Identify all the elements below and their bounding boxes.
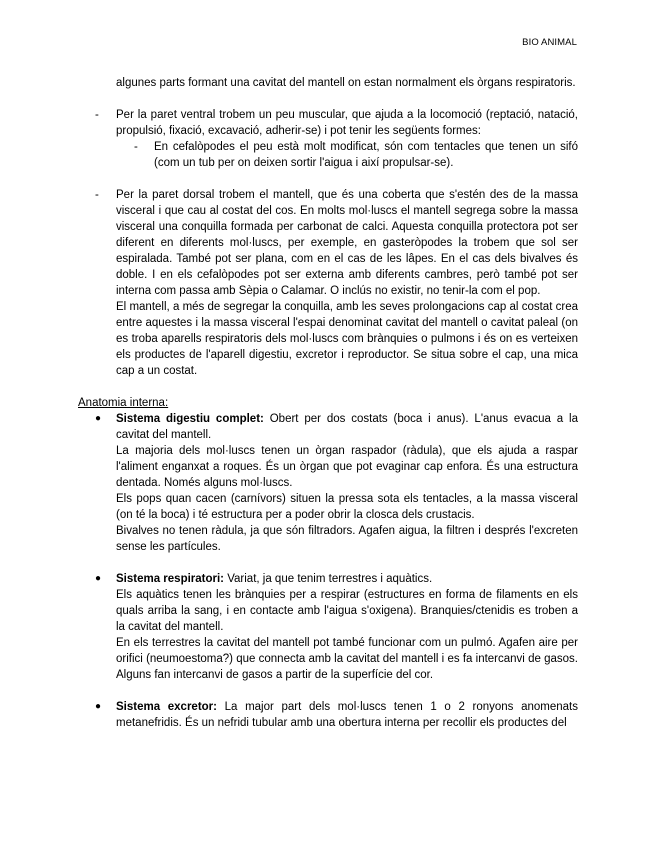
digestiu-para-2: La majoria dels mol·luscs tenen un òrgan raspador (ràdula), que els ajuda a raspar l'aliment enganxat a roques. És un òrgan que pot evaginar cap enfora. És una estructura dentada. Només alguns mol·luscs. bbox=[116, 445, 578, 489]
dorsal-para-1: Per la paret dorsal trobem el mantell, que és una coberta que s'estén des de la massa visceral i que cau al costat del cos. En molts mol·luscs el mantell segrega sobre la massa visceral una conquilla formada per carbonat de calci. Aquesta conquilla protectora pot ser diferent en diferents mol·luscs, per exemple, en gasteròpodes la trobem que sol ser espiralada. També pot ser plana, com en el cas de les lâpes. En el cas dels bivalves és doble. I en els cefalòpodes pot ser externa amb diferents cambres, però també pot ser interna com passa amb Sèpia o Calamar. O inclús no existir, no tenir-la com el pop. bbox=[116, 189, 578, 297]
dorsal-para-2: El mantell, a més de segregar la conquilla, amb les seves prolongacions cap al costat crea entre aquestes i la massa visceral l'espai denominat cavitat del mantell o cavitat paleal (on es troba aparells respiratoris dels mol·luscs com brànquies o pulmons i és on es verteixen els productes de l'aparell digestiu, excretor i reproductor. Se situa sobre el cap, una mica cap a un costat. bbox=[116, 301, 578, 377]
page-header: BIO ANIMAL bbox=[522, 37, 577, 48]
list-item-excretor bbox=[78, 699, 578, 731]
respiratori-para-2: Els aquàtics tenen les brànquies per a respirar (estructures en forma de filaments en els quals arriba la sang, i en contacte amb l'aigua s'oxigena). Branquies/ctenidis es troben a la cavitat del mantell. bbox=[116, 589, 578, 633]
dash-marker: - bbox=[95, 189, 99, 201]
cefalopodes-text: En cefalòpodes el peu està molt modificat, són com tentacles que tenen un sifó (com un tub per on deixen sortir l'aigua i així propulsar-se). bbox=[154, 141, 578, 169]
spacer bbox=[78, 555, 578, 571]
digestiu-para-3: Els pops quan cacen (carnívors) situen la pressa sota els tentacles, a la massa visceral (on té la boca) i té estructura per a poder obrir la closca dels crustacis. bbox=[116, 493, 578, 521]
dash-marker: - bbox=[134, 141, 138, 153]
dash-marker: - bbox=[95, 109, 99, 121]
excretor-lead bbox=[116, 699, 578, 731]
bullet-marker: ● bbox=[95, 701, 102, 712]
document-body bbox=[78, 75, 578, 731]
digestiu-lead-text: Obert per dos costats (boca i anus). L'anus evacua a la cavitat del mantell. bbox=[116, 413, 578, 441]
respiratori-lead bbox=[116, 571, 578, 587]
respiratori-para-3: En els terrestres la cavitat del mantell pot també funcionar com un pulmó. Agafen aire per orifici (neumoestoma?) que connecta amb la cavitat del mantell i es fa intercanvi de gasos. Alguns fan intercanvi de gasos a partir de la superfície del cor. bbox=[116, 637, 578, 681]
digestiu-lead bbox=[116, 411, 578, 443]
respiratori-title: Sistema respiratori: bbox=[116, 573, 225, 585]
digestiu-title: Sistema digestiu complet: bbox=[116, 413, 264, 425]
section-heading: Anatomia interna: bbox=[78, 397, 169, 409]
spacer bbox=[78, 379, 578, 395]
list-item-dorsal bbox=[78, 187, 578, 379]
digestiu-para-4: Bivalves no tenen ràdula, ja que són filtradors. Agafen aigua, la filtren i després l'excreten sense les partícules. bbox=[116, 525, 578, 553]
intro-continuation: algunes parts formant una cavitat del mantell on estan normalment els òrgans respiratoris. bbox=[116, 77, 576, 89]
respiratori-lead-text: Variat, ja que tenim terrestres i aquàtics. bbox=[224, 573, 433, 585]
sub-item-cefalopodes bbox=[78, 139, 578, 171]
excretor-lead-text: La major part dels mol·luscs tenen 1 o 2 ronyons anomenats metanefridis. És un nefridi tubular amb una obertura interna per recollir els productes del bbox=[116, 701, 578, 729]
spacer bbox=[78, 91, 578, 107]
list-item-digestiu bbox=[78, 411, 578, 555]
ventral-text: Per la paret ventral trobem un peu muscular, que ajuda a la locomoció (reptació, natació, propulsió, fixació, excavació, adherir-se) i pot tenir les següents formes: bbox=[116, 109, 578, 137]
bullet-marker: ● bbox=[95, 413, 102, 424]
spacer bbox=[78, 171, 578, 187]
excretor-title: Sistema excretor: bbox=[116, 701, 217, 713]
list-item-ventral bbox=[78, 107, 578, 139]
list-item-respiratori bbox=[78, 571, 578, 683]
spacer bbox=[78, 683, 578, 699]
bullet-marker: ● bbox=[95, 573, 102, 584]
